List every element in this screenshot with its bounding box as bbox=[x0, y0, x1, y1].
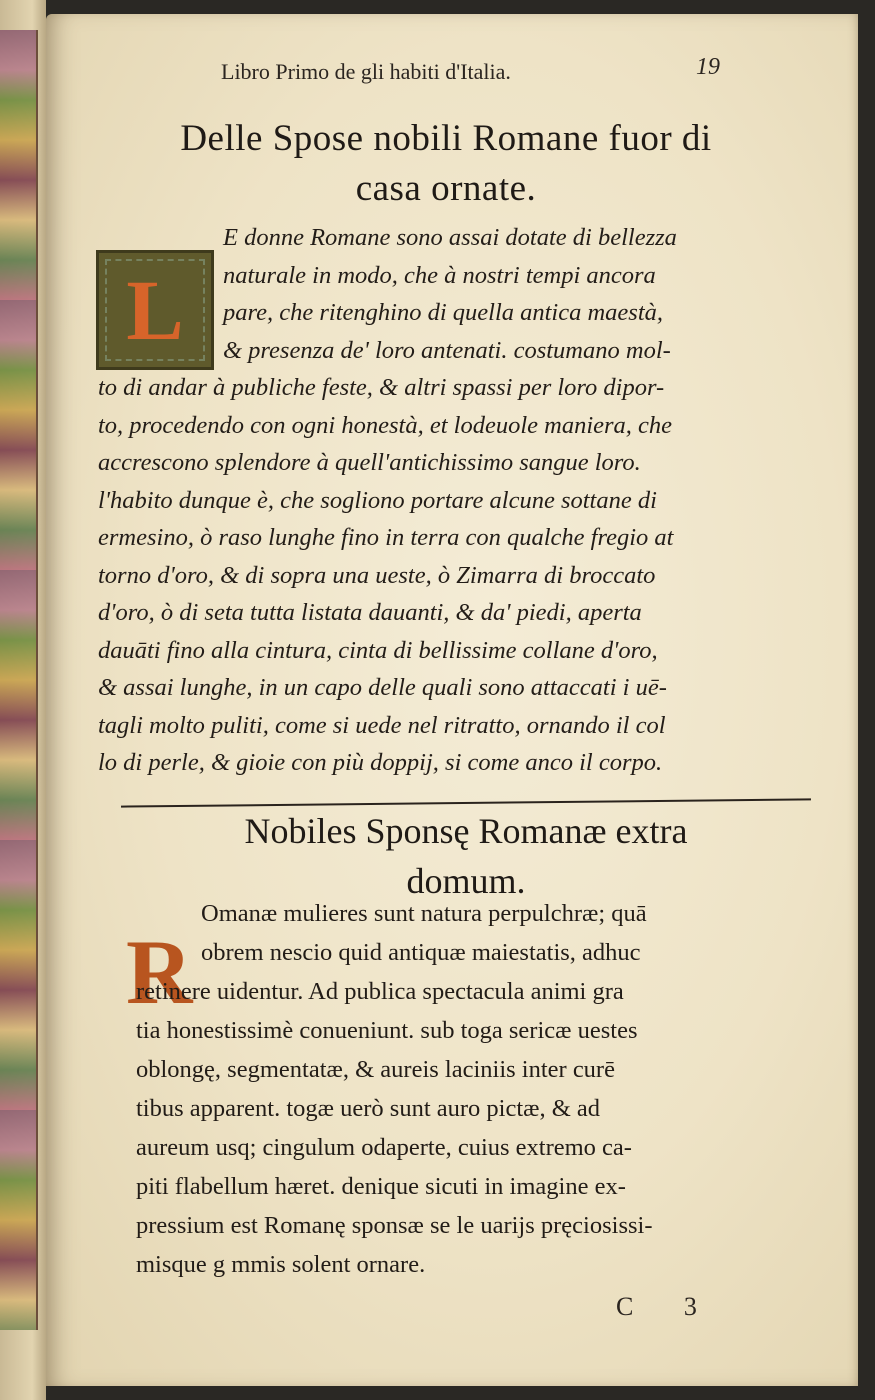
text-line: retinere uidentur. Ad publica spectacula animi gra bbox=[136, 978, 624, 1005]
italian-title-line-1: Delle Spose nobili Romane fuor di bbox=[180, 118, 712, 159]
text-line: accrescono splendore à quell'antichissimo sangue loro. bbox=[98, 449, 641, 476]
latin-section-title bbox=[106, 806, 826, 906]
text-line: tia honestissimè conueniunt. sub toga sericæ uestes bbox=[136, 1017, 638, 1044]
book-page bbox=[46, 14, 858, 1386]
text-line: ermesino, ò raso lunghe fino in terra con qualche fregio at bbox=[98, 524, 674, 551]
text-line: d'oro, ò di seta tutta listata dauanti, & da' piedi, aperta bbox=[98, 599, 642, 626]
italian-text-body bbox=[98, 219, 818, 782]
text-line: to, procedendo con ogni honestà, et lodeuole maniera, che bbox=[98, 411, 673, 439]
signature-mark: C 3 bbox=[616, 1292, 719, 1321]
text-line: & presenza de' loro antenati. costumano mol- bbox=[223, 336, 671, 364]
facing-page-edge bbox=[0, 0, 46, 1400]
text-line: pressium est Romanę sponsæ se le uarijs pręciosissi- bbox=[136, 1212, 653, 1239]
text-line: l'habito dunque è, che sogliono portare alcune sottane di bbox=[98, 486, 657, 514]
facing-page-ornamental-border bbox=[0, 30, 38, 1330]
text-line: E donne Romane sono assai dotate di bellezza bbox=[223, 224, 677, 251]
text-line: naturale in modo, che à nostri tempi ancora bbox=[223, 261, 656, 289]
text-line: to di andar à publiche feste, & altri spassi per loro dipor- bbox=[98, 374, 665, 401]
italian-title-line-2: casa ornate. bbox=[355, 168, 537, 209]
page-number: 19 bbox=[696, 54, 720, 80]
latin-title-line-1: Nobiles Sponsę Romanæ extra bbox=[244, 811, 688, 851]
text-line: pare, che ritenghino di quella antica maestà, bbox=[223, 299, 664, 326]
drop-cap-R: R bbox=[126, 921, 193, 1023]
italian-section-title bbox=[86, 114, 806, 214]
text-line: tibus apparent. togæ uerò sunt auro pictæ, & ad bbox=[136, 1095, 601, 1122]
latin-title-line-2: domum. bbox=[406, 861, 526, 901]
text-line: Omanæ mulieres sunt natura perpulchræ; quā bbox=[201, 900, 647, 927]
text-line: aureum usq; cingulum odaperte, cuius extremo ca- bbox=[136, 1134, 632, 1161]
text-line: tagli molto puliti, come si uede nel ritratto, ornando il col bbox=[98, 711, 666, 739]
text-line: piti flabellum hæret. denique sicuti in imagine ex- bbox=[136, 1173, 626, 1200]
latin-text-body bbox=[136, 894, 826, 1284]
running-head: Libro Primo de gli habiti d'Italia. bbox=[221, 59, 511, 84]
text-line: misque g mmis solent ornare. bbox=[136, 1251, 426, 1278]
text-line: & assai lunghe, in un capo delle quali sono attaccati i uē- bbox=[98, 674, 667, 701]
text-line: dauāti fino alla cintura, cinta di bellissime collane d'oro, bbox=[98, 636, 658, 664]
text-line: lo di perle, & gioie con più doppij, si come anco il corpo. bbox=[98, 749, 663, 776]
text-line: torno d'oro, & di sopra una ueste, ò Zimarra di broccato bbox=[98, 561, 656, 589]
text-line: obrem nescio quid antiquæ maiestatis, adhuc bbox=[201, 939, 641, 966]
decorated-initial-letter: L bbox=[126, 262, 184, 358]
text-line: oblongę, segmentatæ, & aureis laciniis inter curē bbox=[136, 1056, 615, 1083]
